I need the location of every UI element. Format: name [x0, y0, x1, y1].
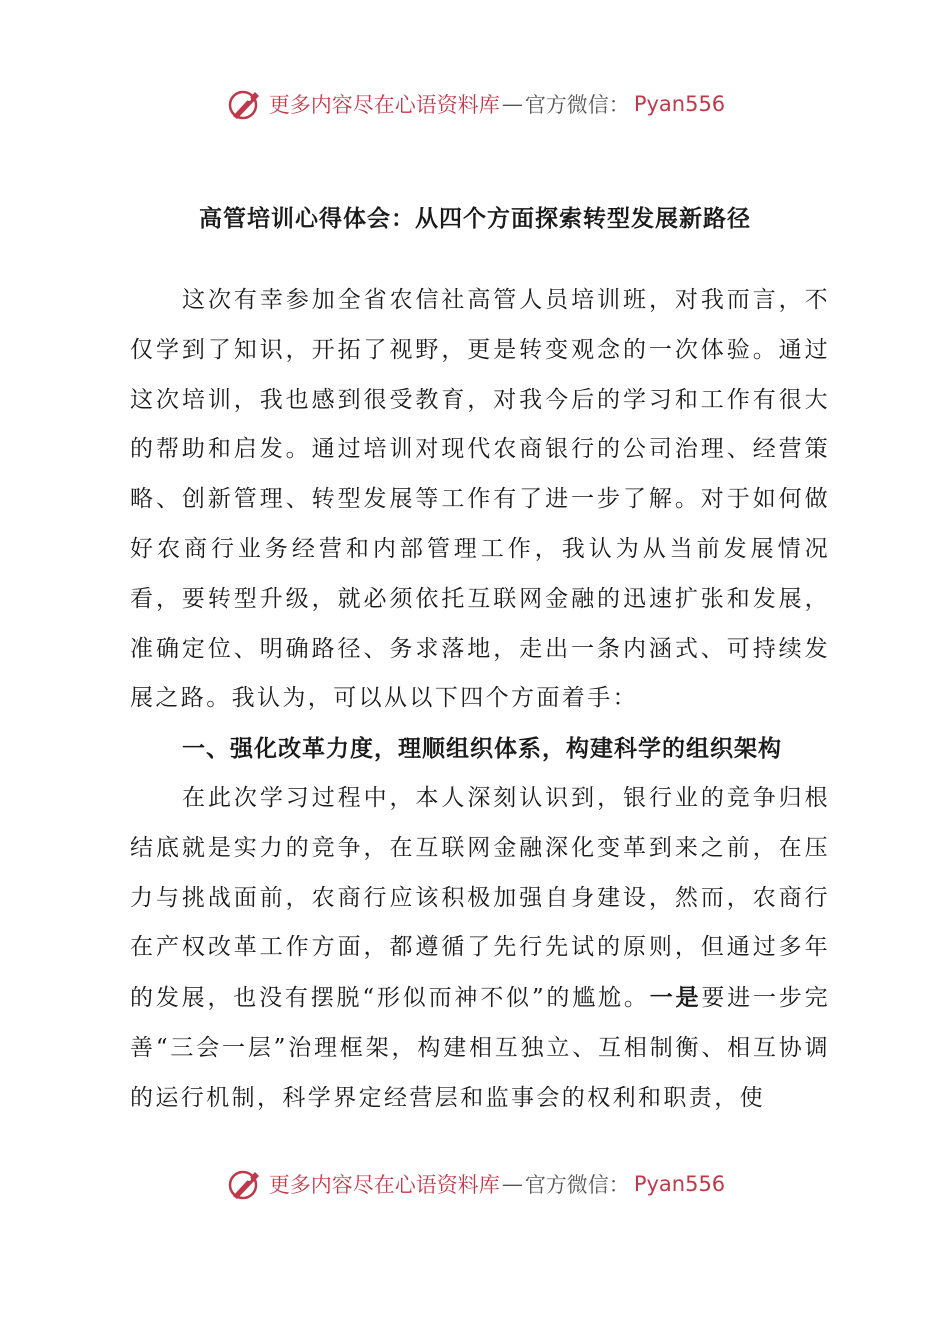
watermark-wechat-id: Pyan556 — [633, 1172, 726, 1196]
watermark-dash: — — [501, 92, 523, 116]
watermark-site-text: 更多内容尽在心语资料库 — [268, 1173, 500, 1197]
intro-paragraph: 这次有幸参加全省农信社高管人员培训班，对我而言，不仅学到了知识，开拓了视野，更是转变观念的一次体验。通过这次培训，我也感到很受教育，对我今后的学习和工作有很大的帮助和启发。通过培训对现代农商银行的公司治理、经营策略、创新管理、转型发展等工作有了进一步了解。对于如何做好农商行业务经营和内部管理工作，我认为从当前发展情况看，要转型升级，就必须依托互联网金融的迅速扩张和发展，准确定位、明确路径、务求落地，走出一条内涵式、可持续发展之路。我认为，可以从以下四个方面着手： — [130, 287, 830, 712]
section-1-bold-marker: 一是 — [649, 984, 702, 1012]
fountain-pen-logo-icon — [225, 84, 265, 124]
section-1-text-b: 要进一步完善“三会一层”治理框架，构建相互独立、互相制衡、相互协调的运行机制，科学界定经营层和监事会的权利和职责，使 — [130, 985, 830, 1111]
watermark-banner-bottom — [0, 1162, 950, 1206]
document-body — [130, 276, 830, 1124]
document-title: 高管培训心得体会：从四个方面探索转型发展新路径 — [199, 205, 751, 232]
watermark-wechat-id: Pyan556 — [633, 92, 726, 116]
watermark-banner-top — [0, 82, 950, 126]
watermark-site-text: 更多内容尽在心语资料库 — [268, 93, 500, 117]
section-1-paragraph — [130, 774, 830, 1124]
fountain-pen-logo-icon — [225, 1164, 265, 1204]
watermark-wechat-label: 官方微信： — [524, 93, 630, 117]
watermark-dash: — — [501, 1172, 523, 1196]
section-1-heading: 一、强化改革力度，理顺组织体系，构建科学的组织架构 — [182, 735, 782, 763]
section-1-text-a: 在此次学习过程中，本人深刻认识到，银行业的竞争归根结底就是实力的竞争，在互联网金融深化变革到来之前，在压力与挑战面前，农商行应该积极加强自身建设，然而，农商行在产权改革工作方面，都遵循了先行先试的原则，但通过多年的发展，也没有摆脱“形似而神不似”的尴尬。 — [130, 784, 830, 1012]
watermark-wechat-label: 官方微信： — [524, 1173, 630, 1197]
